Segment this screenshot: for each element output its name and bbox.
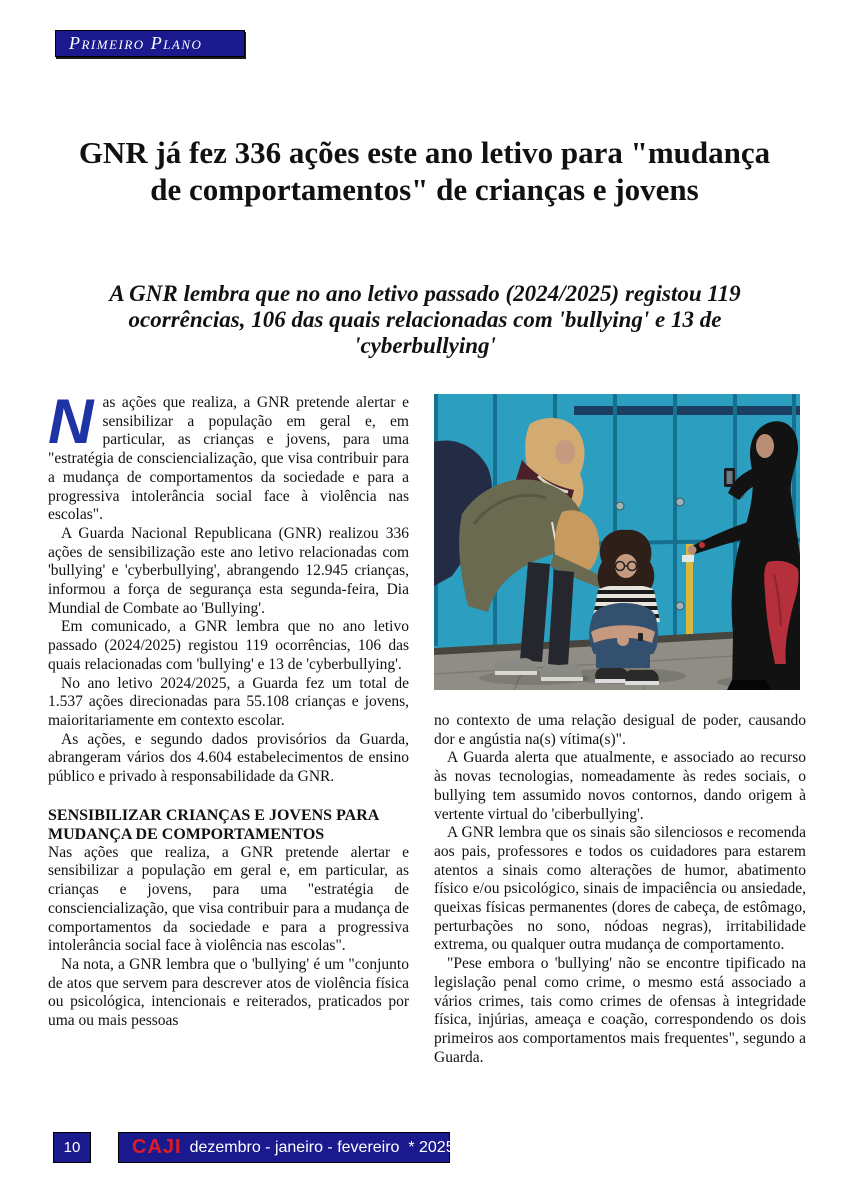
red-bracelet bbox=[699, 542, 705, 548]
dropcap-letter: N bbox=[48, 387, 94, 457]
bullying-scene-illustration bbox=[434, 394, 800, 690]
article-subheadline: A GNR lembra que no ano letivo passado (2024/2025) registou 119 ocorrências, 106 das quais relacionadas com 'bullying' e 13 de 'cyberbullying' bbox=[109, 281, 741, 358]
paragraph: Nas ações que realiza, a GNR pretende alertar e sensibilizar a população em geral e, em particular, as crianças e jovens, para uma "estratégia de consciencialização, que visa contribuir para a mudança de comportamentos da sociedade e para a progressiva intolerância social face à violência nas escolas". bbox=[48, 843, 409, 955]
paragraph: "Pese embora o 'bullying' não se encontre tipificado na legislação penal como crime, o mesmo está associado a vários crimes, tais como crimes de ofensas à integridade física, injúrias, ameaça e coação, correspondendo os dois primeiros aos comportamentos mais frequentes", segundo a Guarda. bbox=[434, 955, 806, 1066]
section-tag-label: Primeiro Plano bbox=[69, 33, 203, 53]
paragraph: A GNR lembra que os sinais são silenciosos e recomenda aos pais, professores e todos os cuidadores para estarem atentos a sinais como alterações de humor, abatimento físico e/ou psicológico, sinais de impaciência ou ansiedade, queixas físicas permanentes (dores de cabeça, de estômago, perturbações no sono, nódoas negras), irritabilidade extrema, ou qualquer outra mudança de comportamento. bbox=[434, 824, 806, 954]
section-heading: SENSIBILIZAR CRIANÇAS E JOVENS PARA MUDANÇA DE COMPORTAMENTOS bbox=[48, 806, 379, 843]
paragraph: A Guarda alerta que atualmente, e associado ao recurso às novas tecnologias, nomeadamente às redes sociais, o bullying tem assumido novos contornos, dando origem à vertente virtual do 'ciberbullying'. bbox=[434, 749, 806, 823]
paragraph: no contexto de uma relação desigual de poder, causando dor e angústia na(s) vítima(s)". bbox=[434, 712, 806, 748]
paragraph: A Guarda Nacional Republicana (GNR) realizou 336 ações de sensibilização este ano letivo relacionadas com 'bullying' e 'cyberbullying', abrangendo 12.945 crianças, informou a força de segurança esta segunda-feira, Dia Mundial de Combate ao 'Bullying'. bbox=[48, 524, 409, 617]
section-tag-box bbox=[55, 30, 245, 57]
article-headline: GNR já fez 336 ações este ano letivo para "mudança de comportamentos" de crianças e jovens bbox=[78, 135, 771, 207]
issue-text: dezembro - janeiro - fevereiro * 2025 bbox=[189, 1138, 455, 1156]
paragraph: Na nota, a GNR lembra que o 'bullying' é um "conjunto de atos que servem para descrever atos de violência física ou psicológica, intencionais e reiterados, praticados por uma ou mais pessoas bbox=[48, 955, 409, 1030]
phone-screen bbox=[727, 471, 733, 484]
paragraph-text: as ações que realiza, a GNR pretende alertar e sensibilizar a população em geral e, em particular, as crianças e jovens, para uma "estratégia de consciencialização, que visa contribuir para a mudança de comportamentos da sociedade e para a progressiva intolerância social face à violência nas escolas". bbox=[48, 394, 409, 524]
page-number-badge bbox=[53, 1132, 91, 1163]
article-right-column bbox=[434, 712, 806, 1067]
article-left-column bbox=[48, 387, 409, 1031]
article-photo bbox=[434, 394, 800, 690]
paragraph bbox=[48, 387, 409, 525]
page-number: 10 bbox=[63, 1139, 81, 1156]
footer-issue-bar bbox=[118, 1132, 455, 1163]
magazine-name: CAJI bbox=[132, 1136, 182, 1158]
paragraph: Em comunicado, a GNR lembra que no ano letivo passado (2024/2025) registou 119 ocorrências, 106 das quais relacionadas com 'bullying' e 13 de 'cyberbullying'. bbox=[48, 618, 409, 673]
paragraph: No ano letivo 2024/2025, a Guarda fez um total de 1.537 ações direcionadas para 55.108 crianças e jovens, maioritariamente em contexto escolar. bbox=[48, 674, 409, 729]
paragraph: As ações, e segundo dados provisórios da Guarda, abrangeram vários dos 4.604 estabelecimentos de ensino público e privado à responsabilidade da GNR. bbox=[48, 730, 409, 786]
